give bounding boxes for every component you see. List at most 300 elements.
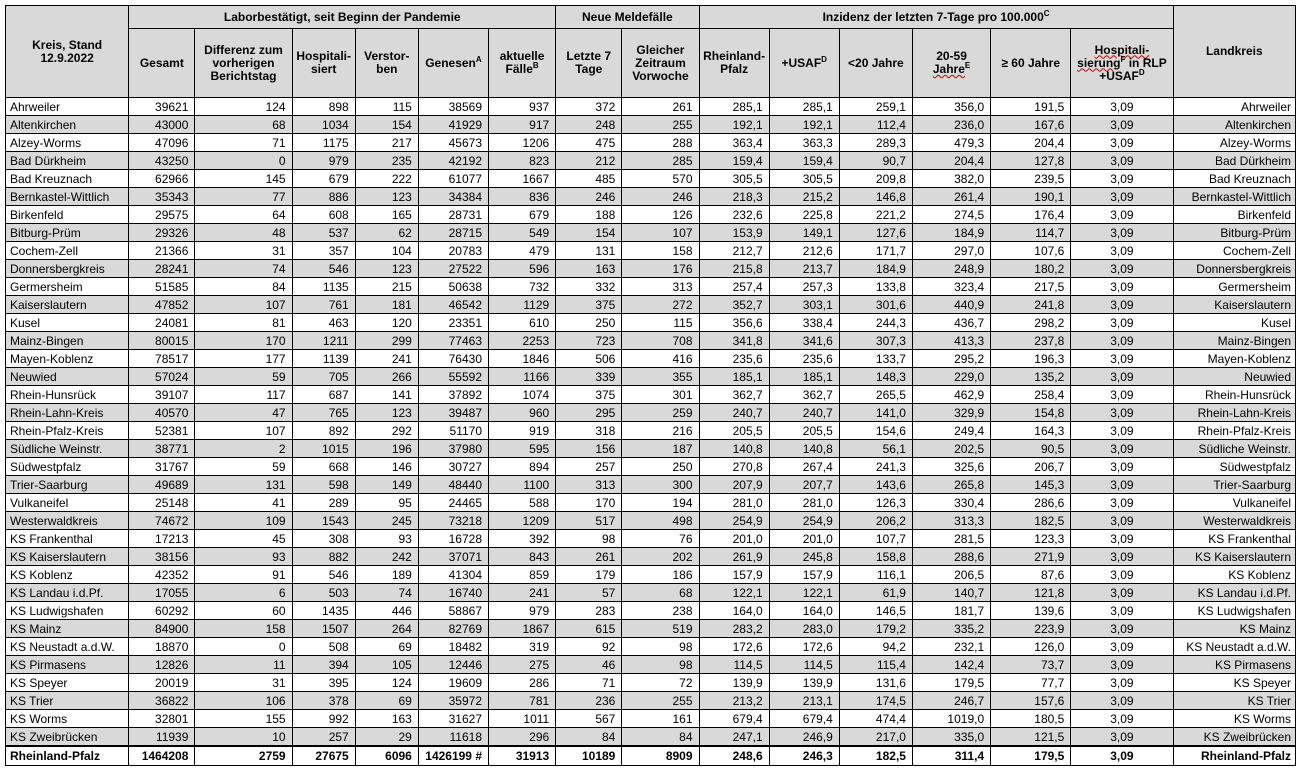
cell-aktuelle-faelle: 1129 (489, 296, 556, 314)
cell-inzidenz-ab-60: 239,5 (991, 170, 1071, 188)
header-ab-60: ≥ 60 Jahre (991, 29, 1071, 98)
cell-inzidenz-rlp: 207,9 (699, 476, 769, 494)
cell-gesamt: 47852 (129, 296, 195, 314)
cell-inzidenz-unter-20: 265,5 (839, 386, 912, 404)
cell-aktuelle-faelle: 1667 (489, 170, 556, 188)
cell-aktuelle-faelle: 595 (489, 440, 556, 458)
cell-inzidenz-rlp: 679,4 (699, 710, 769, 728)
cell-genesen: 23351 (418, 314, 488, 332)
cell-hospitalisiert: 598 (292, 476, 355, 494)
cell-kreis: Rheinland-Pfalz (6, 746, 129, 766)
cell-kreis: Bad Kreuznach (6, 170, 129, 188)
cell-genesen: 31627 (418, 710, 488, 728)
cell-landkreis: KS Frankenthal (1173, 530, 1295, 548)
cell-inzidenz-usaf: 213,7 (769, 260, 839, 278)
cell-differenz: 117 (195, 386, 292, 404)
cell-inzidenz-unter-20: 289,3 (839, 134, 912, 152)
cell-hospitalisierung-inzidenz: 3,09 (1071, 548, 1173, 566)
cell-inzidenz-rlp: 235,6 (699, 350, 769, 368)
cell-gleicher-zeitraum: 98 (622, 656, 699, 674)
cell-gesamt: 43250 (129, 152, 195, 170)
cell-aktuelle-faelle: 1867 (489, 620, 556, 638)
cell-kreis: Germersheim (6, 278, 129, 296)
cell-verstorben: 292 (355, 422, 418, 440)
cell-verstorben: 62 (355, 224, 418, 242)
cell-aktuelle-faelle: 1074 (489, 386, 556, 404)
cell-hospitalisiert: 508 (292, 638, 355, 656)
cell-hospitalisierung-inzidenz: 3,09 (1071, 530, 1173, 548)
cell-genesen: 45673 (418, 134, 488, 152)
cell-inzidenz-20-59: 297,0 (912, 242, 990, 260)
cell-hospitalisierung-inzidenz: 3,09 (1071, 566, 1173, 584)
table-row (6, 548, 1296, 566)
header-20-59: 20-59 Jahre$^E$ (912, 29, 990, 98)
header-gleicher-zeitraum: Gleicher Zeitraum Vorwoche (622, 29, 699, 98)
cell-inzidenz-usaf: 213,1 (769, 692, 839, 710)
cell-aktuelle-faelle: 823 (489, 152, 556, 170)
cell-hospitalisierung-inzidenz: 3,09 (1071, 170, 1173, 188)
cell-differenz: 71 (195, 134, 292, 152)
header-kreis-stand: Kreis, Stand 12.9.2022 (6, 6, 129, 98)
cell-inzidenz-rlp: 140,8 (699, 440, 769, 458)
cell-inzidenz-usaf: 363,3 (769, 134, 839, 152)
cell-differenz: 93 (195, 548, 292, 566)
cell-genesen: 37071 (418, 548, 488, 566)
header-group-inzidenz: Inzidenz der letzten 7-Tage pro $100.000^C$ (699, 6, 1173, 29)
cell-inzidenz-ab-60: 182,5 (991, 512, 1071, 530)
cell-gesamt: 49689 (129, 476, 195, 494)
cell-inzidenz-ab-60: 126,0 (991, 638, 1071, 656)
cell-letzte-7-tage: 723 (556, 332, 622, 350)
cell-inzidenz-20-59: 206,5 (912, 566, 990, 584)
cell-gesamt: 84900 (129, 620, 195, 638)
cell-inzidenz-usaf: 246,3 (769, 746, 839, 766)
cell-gleicher-zeitraum: 216 (622, 422, 699, 440)
cell-letzte-7-tage: 257 (556, 458, 622, 476)
cell-hospitalisiert: 289 (292, 494, 355, 512)
cell-verstorben: 74 (355, 584, 418, 602)
cell-gleicher-zeitraum: 255 (622, 116, 699, 134)
cell-aktuelle-faelle: 286 (489, 674, 556, 692)
cell-aktuelle-faelle: 1100 (489, 476, 556, 494)
cell-hospitalisierung-inzidenz: 3,09 (1071, 422, 1173, 440)
cell-aktuelle-faelle: 836 (489, 188, 556, 206)
cell-gleicher-zeitraum: 285 (622, 152, 699, 170)
cell-kreis: Rhein-Hunsrück (6, 386, 129, 404)
cell-genesen: 28731 (418, 206, 488, 224)
cell-inzidenz-unter-20: 146,5 (839, 602, 912, 620)
cell-genesen: 58867 (418, 602, 488, 620)
cell-gesamt: 51585 (129, 278, 195, 296)
cell-aktuelle-faelle: 781 (489, 692, 556, 710)
cell-inzidenz-unter-20: 241,3 (839, 458, 912, 476)
cell-hospitalisiert: 537 (292, 224, 355, 242)
cell-gleicher-zeitraum: 708 (622, 332, 699, 350)
cell-inzidenz-usaf: 305,5 (769, 170, 839, 188)
cell-inzidenz-ab-60: 237,8 (991, 332, 1071, 350)
cell-kreis: Birkenfeld (6, 206, 129, 224)
cell-aktuelle-faelle: 859 (489, 566, 556, 584)
cell-kreis: Cochem-Zell (6, 242, 129, 260)
cell-inzidenz-ab-60: 87,6 (991, 566, 1071, 584)
cell-letzte-7-tage: 295 (556, 404, 622, 422)
cell-inzidenz-rlp: 114,5 (699, 656, 769, 674)
cell-differenz: 45 (195, 530, 292, 548)
table-row (6, 728, 1296, 747)
cell-verstorben: 165 (355, 206, 418, 224)
cell-verstorben: 6096 (355, 746, 418, 766)
cell-inzidenz-20-59: 413,3 (912, 332, 990, 350)
cell-differenz: 0 (195, 638, 292, 656)
cell-hospitalisierung-inzidenz: 3,09 (1071, 458, 1173, 476)
cell-hospitalisierung-inzidenz: 3,09 (1071, 404, 1173, 422)
cell-inzidenz-rlp: 281,0 (699, 494, 769, 512)
cell-inzidenz-ab-60: 121,8 (991, 584, 1071, 602)
cell-hospitalisiert: 979 (292, 152, 355, 170)
cell-aktuelle-faelle: 1206 (489, 134, 556, 152)
cell-gleicher-zeitraum: 416 (622, 350, 699, 368)
cell-inzidenz-rlp: 212,7 (699, 242, 769, 260)
cell-inzidenz-unter-20: 171,7 (839, 242, 912, 260)
cell-inzidenz-rlp: 205,5 (699, 422, 769, 440)
cell-inzidenz-unter-20: 148,3 (839, 368, 912, 386)
header-group-neue-meldefaelle: Neue Meldefälle (556, 6, 699, 29)
cell-verstorben: 189 (355, 566, 418, 584)
cell-aktuelle-faelle: 937 (489, 98, 556, 116)
cell-inzidenz-ab-60: 180,5 (991, 710, 1071, 728)
cell-genesen: 16740 (418, 584, 488, 602)
cell-kreis: KS Worms (6, 710, 129, 728)
cell-kreis: Trier-Saarburg (6, 476, 129, 494)
cell-inzidenz-rlp: 139,9 (699, 674, 769, 692)
cell-letzte-7-tage: 313 (556, 476, 622, 494)
cell-inzidenz-usaf: 245,8 (769, 548, 839, 566)
cell-gleicher-zeitraum: 72 (622, 674, 699, 692)
cell-verstorben: 95 (355, 494, 418, 512)
cell-inzidenz-rlp: 240,7 (699, 404, 769, 422)
cell-letzte-7-tage: 57 (556, 584, 622, 602)
cell-letzte-7-tage: 318 (556, 422, 622, 440)
cell-differenz: 84 (195, 278, 292, 296)
cell-landkreis: KS Neustadt a.d.W. (1173, 638, 1295, 656)
cell-differenz: 155 (195, 710, 292, 728)
cell-gesamt: 20019 (129, 674, 195, 692)
cell-differenz: 47 (195, 404, 292, 422)
cell-kreis: KS Neustadt a.d.W. (6, 638, 129, 656)
table-row (6, 134, 1296, 152)
table-row (6, 314, 1296, 332)
cell-inzidenz-rlp: 247,1 (699, 728, 769, 747)
cell-inzidenz-ab-60: 139,6 (991, 602, 1071, 620)
cell-inzidenz-usaf: 257,3 (769, 278, 839, 296)
table-row (6, 494, 1296, 512)
cell-letzte-7-tage: 517 (556, 512, 622, 530)
cell-inzidenz-ab-60: 204,4 (991, 134, 1071, 152)
cell-hospitalisiert: 463 (292, 314, 355, 332)
table-row (6, 422, 1296, 440)
cell-verstorben: 120 (355, 314, 418, 332)
cell-inzidenz-20-59: 356,0 (912, 98, 990, 116)
cell-inzidenz-unter-20: 209,8 (839, 170, 912, 188)
cell-aktuelle-faelle: 319 (489, 638, 556, 656)
cell-verstorben: 123 (355, 260, 418, 278)
cell-hospitalisierung-inzidenz: 3,09 (1071, 350, 1173, 368)
cell-kreis: Kusel (6, 314, 129, 332)
cell-gleicher-zeitraum: 68 (622, 584, 699, 602)
cell-letzte-7-tage: 375 (556, 296, 622, 314)
cell-inzidenz-20-59: 323,4 (912, 278, 990, 296)
cell-hospitalisierung-inzidenz: 3,09 (1071, 440, 1173, 458)
cell-inzidenz-ab-60: 135,2 (991, 368, 1071, 386)
cell-inzidenz-unter-20: 244,3 (839, 314, 912, 332)
cell-inzidenz-usaf: 267,4 (769, 458, 839, 476)
cell-letzte-7-tage: 332 (556, 278, 622, 296)
cell-kreis: Kaiserslautern (6, 296, 129, 314)
cell-verstorben: 235 (355, 152, 418, 170)
cell-gleicher-zeitraum: 107 (622, 224, 699, 242)
cell-letzte-7-tage: 170 (556, 494, 622, 512)
cell-verstorben: 154 (355, 116, 418, 134)
cell-inzidenz-ab-60: 123,3 (991, 530, 1071, 548)
cell-inzidenz-rlp: 285,1 (699, 98, 769, 116)
table-row (6, 674, 1296, 692)
cell-inzidenz-usaf: 205,5 (769, 422, 839, 440)
cell-inzidenz-usaf: 362,7 (769, 386, 839, 404)
cell-gleicher-zeitraum: 84 (622, 728, 699, 747)
cell-differenz: 177 (195, 350, 292, 368)
cell-letzte-7-tage: 154 (556, 224, 622, 242)
cell-hospitalisierung-inzidenz: 3,09 (1071, 368, 1173, 386)
cell-inzidenz-usaf: 192,1 (769, 116, 839, 134)
cell-inzidenz-usaf: 207,7 (769, 476, 839, 494)
cell-differenz: 59 (195, 458, 292, 476)
cell-inzidenz-usaf: 172,6 (769, 638, 839, 656)
header-differenz: Differenz zum vorherigen Berichtstag (195, 29, 292, 98)
cell-landkreis: Südwestpfalz (1173, 458, 1295, 476)
cell-hospitalisiert: 394 (292, 656, 355, 674)
header-unter-20: <20 Jahre (839, 29, 912, 98)
cell-kreis: KS Landau i.d.Pf. (6, 584, 129, 602)
cell-inzidenz-unter-20: 116,1 (839, 566, 912, 584)
cell-inzidenz-rlp: 122,1 (699, 584, 769, 602)
cell-aktuelle-faelle: 979 (489, 602, 556, 620)
cell-inzidenz-20-59: 440,9 (912, 296, 990, 314)
cell-inzidenz-unter-20: 107,7 (839, 530, 912, 548)
cell-kreis: Westerwaldkreis (6, 512, 129, 530)
cell-genesen: 50638 (418, 278, 488, 296)
cell-gleicher-zeitraum: 76 (622, 530, 699, 548)
cell-hospitalisierung-inzidenz: 3,09 (1071, 206, 1173, 224)
cell-genesen: 38569 (418, 98, 488, 116)
cell-gleicher-zeitraum: 126 (622, 206, 699, 224)
cell-differenz: 107 (195, 296, 292, 314)
cell-inzidenz-ab-60: 90,5 (991, 440, 1071, 458)
cell-inzidenz-20-59: 311,4 (912, 746, 990, 766)
cell-inzidenz-rlp: 185,1 (699, 368, 769, 386)
cell-inzidenz-rlp: 153,9 (699, 224, 769, 242)
cell-landkreis: KS Trier (1173, 692, 1295, 710)
cell-gesamt: 40570 (129, 404, 195, 422)
cell-gesamt: 18870 (129, 638, 195, 656)
cell-hospitalisiert: 705 (292, 368, 355, 386)
table-row (6, 476, 1296, 494)
cell-aktuelle-faelle: 241 (489, 584, 556, 602)
cell-letzte-7-tage: 375 (556, 386, 622, 404)
cell-gleicher-zeitraum: 519 (622, 620, 699, 638)
cell-genesen: 19609 (418, 674, 488, 692)
cell-inzidenz-rlp: 218,3 (699, 188, 769, 206)
cell-hospitalisiert: 1507 (292, 620, 355, 638)
cell-differenz: 81 (195, 314, 292, 332)
cell-differenz: 31 (195, 674, 292, 692)
cell-inzidenz-20-59: 249,4 (912, 422, 990, 440)
cell-inzidenz-20-59: 1019,0 (912, 710, 990, 728)
cell-inzidenz-unter-20: 179,2 (839, 620, 912, 638)
cell-kreis: KS Speyer (6, 674, 129, 692)
cell-inzidenz-rlp: 356,6 (699, 314, 769, 332)
cell-inzidenz-rlp: 362,7 (699, 386, 769, 404)
cell-inzidenz-20-59: 335,0 (912, 728, 990, 747)
cell-inzidenz-20-59: 325,6 (912, 458, 990, 476)
cell-gleicher-zeitraum: 187 (622, 440, 699, 458)
cell-aktuelle-faelle: 1166 (489, 368, 556, 386)
cell-gesamt: 57024 (129, 368, 195, 386)
table-row (6, 656, 1296, 674)
cell-inzidenz-unter-20: 141,0 (839, 404, 912, 422)
table-row (6, 350, 1296, 368)
cell-verstorben: 245 (355, 512, 418, 530)
table-row (6, 224, 1296, 242)
header-letzte-7-tage: Letzte 7 Tage (556, 29, 622, 98)
cell-landkreis: Vulkaneifel (1173, 494, 1295, 512)
cell-inzidenz-unter-20: 112,4 (839, 116, 912, 134)
cell-verstorben: 217 (355, 134, 418, 152)
cell-inzidenz-usaf: 201,0 (769, 530, 839, 548)
cell-verstorben: 266 (355, 368, 418, 386)
cell-genesen: 46542 (418, 296, 488, 314)
cell-inzidenz-unter-20: 133,8 (839, 278, 912, 296)
cell-kreis: KS Mainz (6, 620, 129, 638)
cell-landkreis: Südliche Weinstr. (1173, 440, 1295, 458)
cell-differenz: 48 (195, 224, 292, 242)
cell-landkreis: Altenkirchen (1173, 116, 1295, 134)
cell-inzidenz-rlp: 164,0 (699, 602, 769, 620)
cell-letzte-7-tage: 250 (556, 314, 622, 332)
cell-differenz: 74 (195, 260, 292, 278)
table-row (6, 710, 1296, 728)
cell-differenz: 158 (195, 620, 292, 638)
cell-aktuelle-faelle: 917 (489, 116, 556, 134)
cell-genesen: 24465 (418, 494, 488, 512)
cell-gleicher-zeitraum: 355 (622, 368, 699, 386)
cell-inzidenz-20-59: 246,7 (912, 692, 990, 710)
cell-gleicher-zeitraum: 161 (622, 710, 699, 728)
cell-inzidenz-20-59: 265,8 (912, 476, 990, 494)
cell-hospitalisierung-inzidenz: 3,09 (1071, 242, 1173, 260)
cell-inzidenz-unter-20: 184,9 (839, 260, 912, 278)
cell-genesen: 20783 (418, 242, 488, 260)
cell-inzidenz-ab-60: 223,9 (991, 620, 1071, 638)
cell-verstorben: 264 (355, 620, 418, 638)
cell-inzidenz-20-59: 232,1 (912, 638, 990, 656)
cell-inzidenz-rlp: 352,7 (699, 296, 769, 314)
cell-aktuelle-faelle: 679 (489, 206, 556, 224)
cell-kreis: Mainz-Bingen (6, 332, 129, 350)
cell-hospitalisiert: 357 (292, 242, 355, 260)
cell-hospitalisiert: 1211 (292, 332, 355, 350)
cell-inzidenz-usaf: 338,4 (769, 314, 839, 332)
cell-landkreis: Rhein-Hunsrück (1173, 386, 1295, 404)
cell-inzidenz-ab-60: 164,3 (991, 422, 1071, 440)
cell-landkreis: Bitburg-Prüm (1173, 224, 1295, 242)
cell-hospitalisierung-inzidenz: 3,09 (1071, 746, 1173, 766)
cell-hospitalisiert: 765 (292, 404, 355, 422)
cell-inzidenz-usaf: 114,5 (769, 656, 839, 674)
cell-letzte-7-tage: 98 (556, 530, 622, 548)
cell-genesen: 73218 (418, 512, 488, 530)
cell-aktuelle-faelle: 275 (489, 656, 556, 674)
cell-aktuelle-faelle: 1209 (489, 512, 556, 530)
cell-inzidenz-ab-60: 206,7 (991, 458, 1071, 476)
cell-verstorben: 181 (355, 296, 418, 314)
cell-gleicher-zeitraum: 261 (622, 98, 699, 116)
table-row (6, 386, 1296, 404)
cell-hospitalisiert: 1015 (292, 440, 355, 458)
cell-hospitalisierung-inzidenz: 3,09 (1071, 188, 1173, 206)
cell-inzidenz-rlp: 305,5 (699, 170, 769, 188)
cell-inzidenz-ab-60: 179,5 (991, 746, 1071, 766)
cell-hospitalisierung-inzidenz: 3,09 (1071, 584, 1173, 602)
cell-inzidenz-ab-60: 77,7 (991, 674, 1071, 692)
cell-hospitalisierung-inzidenz: 3,09 (1071, 674, 1173, 692)
cell-verstorben: 215 (355, 278, 418, 296)
cell-inzidenz-unter-20: 94,2 (839, 638, 912, 656)
cell-inzidenz-unter-20: 221,2 (839, 206, 912, 224)
cell-kreis: Rhein-Pfalz-Kreis (6, 422, 129, 440)
cell-genesen: 77463 (418, 332, 488, 350)
cell-inzidenz-usaf: 149,1 (769, 224, 839, 242)
table-row (6, 638, 1296, 656)
cell-hospitalisierung-inzidenz: 3,09 (1071, 134, 1173, 152)
cell-gesamt: 17213 (129, 530, 195, 548)
table-header (6, 6, 1296, 98)
table-row (6, 332, 1296, 350)
cell-verstorben: 104 (355, 242, 418, 260)
cell-gesamt: 80015 (129, 332, 195, 350)
cell-landkreis: Cochem-Zell (1173, 242, 1295, 260)
cell-inzidenz-rlp: 257,4 (699, 278, 769, 296)
cell-inzidenz-usaf: 285,1 (769, 98, 839, 116)
cell-landkreis: KS Landau i.d.Pf. (1173, 584, 1295, 602)
cell-gleicher-zeitraum: 313 (622, 278, 699, 296)
cell-differenz: 64 (195, 206, 292, 224)
cell-inzidenz-20-59: 281,5 (912, 530, 990, 548)
cell-landkreis: KS Zweibrücken (1173, 728, 1295, 747)
cell-inzidenz-unter-20: 131,6 (839, 674, 912, 692)
cell-gleicher-zeitraum: 194 (622, 494, 699, 512)
covid-data-table (5, 5, 1296, 766)
cell-gleicher-zeitraum: 202 (622, 548, 699, 566)
cell-inzidenz-ab-60: 107,6 (991, 242, 1071, 260)
cell-inzidenz-usaf: 122,1 (769, 584, 839, 602)
cell-hospitalisiert: 395 (292, 674, 355, 692)
cell-hospitalisiert: 882 (292, 548, 355, 566)
header-hospitalisierung-inzidenz: Hospitali-sierung$^F$ in RLP $+USAF^D$ (1071, 29, 1173, 98)
cell-inzidenz-ab-60: 271,9 (991, 548, 1071, 566)
cell-gleicher-zeitraum: 186 (622, 566, 699, 584)
cell-letzte-7-tage: 261 (556, 548, 622, 566)
cell-inzidenz-20-59: 261,4 (912, 188, 990, 206)
